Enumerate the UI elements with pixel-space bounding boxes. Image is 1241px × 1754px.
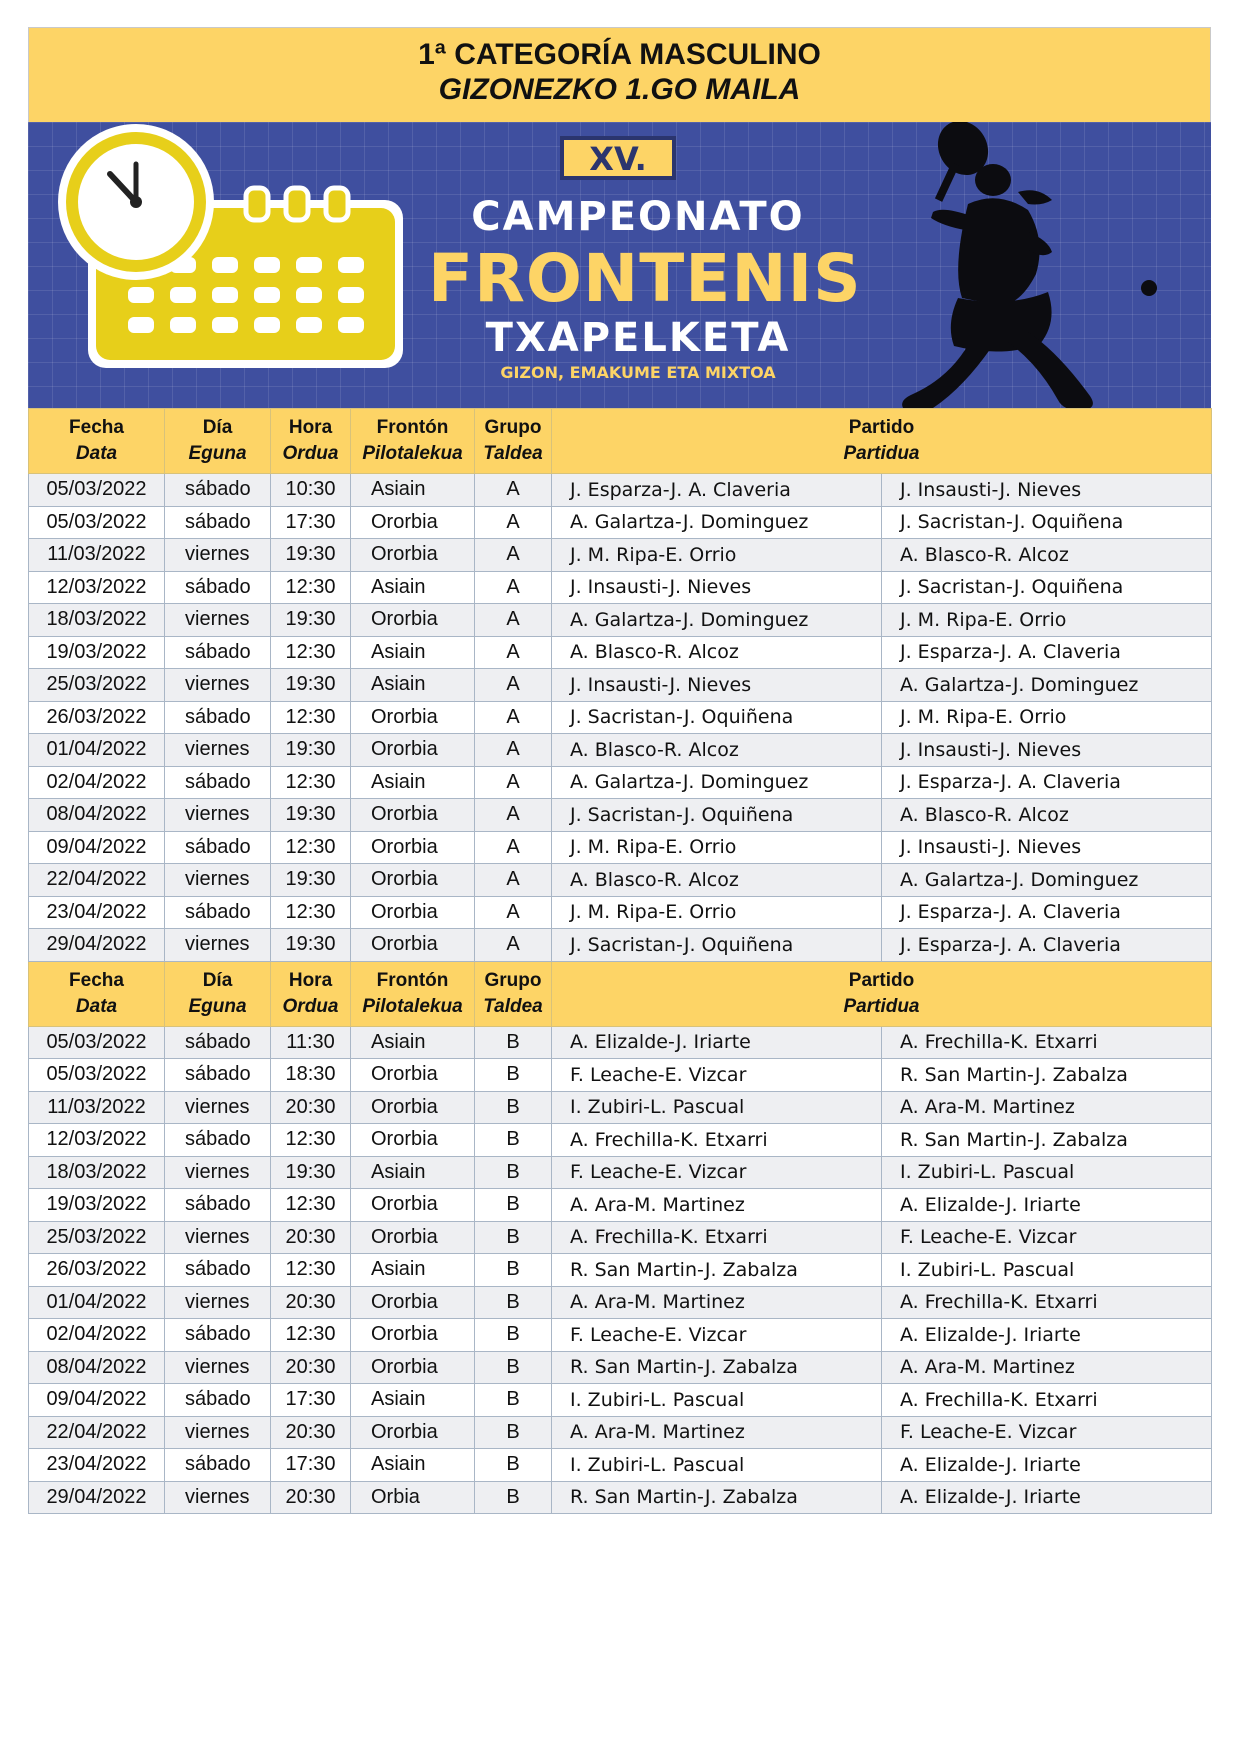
match-team-1: A. Blasco-R. Alcoz — [552, 734, 882, 767]
match-group: A — [475, 929, 552, 962]
match-date: 22/04/2022 — [29, 864, 165, 897]
col-grupo: Grupo Taldea — [475, 961, 552, 1026]
match-team-1: A. Galartza-J. Dominguez — [552, 604, 882, 637]
match-court: Ororbia — [351, 864, 475, 897]
match-team-1: A. Ara-M. Martinez — [552, 1286, 882, 1319]
match-date: 01/04/2022 — [29, 734, 165, 767]
match-time: 19:30 — [271, 669, 351, 702]
match-row — [29, 1189, 1212, 1222]
match-team-2: J. Sacristan-J. Oquiñena — [882, 571, 1212, 604]
match-row — [29, 1124, 1212, 1157]
frontenis-player-silhouette — [902, 122, 1157, 408]
schedule-sheet — [28, 27, 1211, 1514]
edition-badge: XV. — [560, 136, 676, 180]
match-team-2: A. Elizalde-J. Iriarte — [882, 1319, 1212, 1352]
match-court: Ororbia — [351, 539, 475, 572]
match-team-2: J. Esparza-J. A. Claveria — [882, 896, 1212, 929]
match-team-2: J. Esparza-J. A. Claveria — [882, 636, 1212, 669]
match-team-1: A. Elizalde-J. Iriarte — [552, 1026, 882, 1059]
match-group: A — [475, 669, 552, 702]
match-court: Ororbia — [351, 734, 475, 767]
match-team-1: J. M. Ripa-E. Orrio — [552, 539, 882, 572]
match-team-2: J. Insausti-J. Nieves — [882, 474, 1212, 507]
match-court: Ororbia — [351, 1091, 475, 1124]
match-court: Ororbia — [351, 1351, 475, 1384]
match-group: A — [475, 474, 552, 507]
col-fecha: Fecha Data — [29, 961, 165, 1026]
match-day: viernes — [165, 864, 271, 897]
match-time: 12:30 — [271, 1319, 351, 1352]
match-row — [29, 506, 1212, 539]
match-time: 20:30 — [271, 1481, 351, 1514]
match-day: viernes — [165, 1091, 271, 1124]
match-group: B — [475, 1384, 552, 1417]
match-row — [29, 766, 1212, 799]
match-row — [29, 604, 1212, 637]
match-time: 12:30 — [271, 701, 351, 734]
match-team-2: A. Elizalde-J. Iriarte — [882, 1449, 1212, 1482]
match-row — [29, 1449, 1212, 1482]
match-team-1: J. Sacristan-J. Oquiñena — [552, 799, 882, 832]
match-team-1: A. Ara-M. Martinez — [552, 1189, 882, 1222]
match-team-1: J. Insausti-J. Nieves — [552, 571, 882, 604]
match-time: 10:30 — [271, 474, 351, 507]
match-day: sábado — [165, 506, 271, 539]
match-day: viernes — [165, 1481, 271, 1514]
match-row — [29, 1059, 1212, 1092]
match-team-1: A. Frechilla-K. Etxarri — [552, 1124, 882, 1157]
match-team-2: J. Insausti-J. Nieves — [882, 831, 1212, 864]
match-team-2: J. Sacristan-J. Oquiñena — [882, 506, 1212, 539]
match-row — [29, 539, 1212, 572]
col-fronton: Frontón Pilotalekua — [351, 961, 475, 1026]
match-team-2: A. Frechilla-K. Etxarri — [882, 1286, 1212, 1319]
match-court: Asiain — [351, 1384, 475, 1417]
match-group: B — [475, 1351, 552, 1384]
match-team-2: F. Leache-E. Vizcar — [882, 1221, 1212, 1254]
group-a-section — [29, 409, 1212, 962]
match-time: 12:30 — [271, 896, 351, 929]
match-date: 09/04/2022 — [29, 1384, 165, 1417]
match-time: 12:30 — [271, 571, 351, 604]
match-time: 12:30 — [271, 1189, 351, 1222]
match-team-2: A. Galartza-J. Dominguez — [882, 669, 1212, 702]
match-day: viernes — [165, 539, 271, 572]
clock-icon — [58, 124, 214, 280]
match-date: 02/04/2022 — [29, 766, 165, 799]
match-row — [29, 1416, 1212, 1449]
col-hora: Hora Ordua — [271, 961, 351, 1026]
match-time: 20:30 — [271, 1351, 351, 1384]
match-court: Ororbia — [351, 701, 475, 734]
match-court: Ororbia — [351, 799, 475, 832]
match-date: 23/04/2022 — [29, 896, 165, 929]
match-group: B — [475, 1189, 552, 1222]
match-team-1: A. Galartza-J. Dominguez — [552, 506, 882, 539]
match-day: sábado — [165, 474, 271, 507]
match-day: sábado — [165, 701, 271, 734]
match-time: 20:30 — [271, 1091, 351, 1124]
match-group: B — [475, 1059, 552, 1092]
match-group: B — [475, 1286, 552, 1319]
match-row — [29, 1351, 1212, 1384]
match-row — [29, 1091, 1212, 1124]
match-row — [29, 701, 1212, 734]
match-time: 12:30 — [271, 766, 351, 799]
col-fronton: Frontón Pilotalekua — [351, 409, 475, 474]
match-team-2: I. Zubiri-L. Pascual — [882, 1156, 1212, 1189]
match-team-2: A. Galartza-J. Dominguez — [882, 864, 1212, 897]
match-group: B — [475, 1221, 552, 1254]
match-team-2: I. Zubiri-L. Pascual — [882, 1254, 1212, 1287]
col-fecha: Fecha Data — [29, 409, 165, 474]
match-time: 12:30 — [271, 1124, 351, 1157]
match-team-2: A. Blasco-R. Alcoz — [882, 799, 1212, 832]
match-date: 05/03/2022 — [29, 1059, 165, 1092]
category-subtitle: GIZONEZKO 1.GO MAILA — [438, 73, 801, 106]
col-dia: Día Eguna — [165, 961, 271, 1026]
match-day: sábado — [165, 571, 271, 604]
match-team-2: J. M. Ripa-E. Orrio — [882, 604, 1212, 637]
match-group: A — [475, 539, 552, 572]
match-team-1: A. Frechilla-K. Etxarri — [552, 1221, 882, 1254]
match-court: Asiain — [351, 669, 475, 702]
match-group: B — [475, 1091, 552, 1124]
match-day: viernes — [165, 1286, 271, 1319]
match-team-1: J. Sacristan-J. Oquiñena — [552, 929, 882, 962]
match-time: 12:30 — [271, 1254, 351, 1287]
match-time: 12:30 — [271, 831, 351, 864]
match-row — [29, 1221, 1212, 1254]
match-group: A — [475, 766, 552, 799]
match-day: sábado — [165, 1059, 271, 1092]
match-row — [29, 831, 1212, 864]
match-date: 23/04/2022 — [29, 1449, 165, 1482]
match-day: viernes — [165, 1221, 271, 1254]
schedule-table — [28, 408, 1212, 1514]
match-court: Asiain — [351, 1254, 475, 1287]
match-row — [29, 669, 1212, 702]
title-block — [28, 27, 1211, 122]
match-day: viernes — [165, 734, 271, 767]
group-b-section — [29, 961, 1212, 1514]
match-day: viernes — [165, 669, 271, 702]
match-team-2: J. Esparza-J. A. Claveria — [882, 766, 1212, 799]
match-day: sábado — [165, 1254, 271, 1287]
match-team-2: A. Blasco-R. Alcoz — [882, 539, 1212, 572]
match-team-2: F. Leache-E. Vizcar — [882, 1416, 1212, 1449]
match-court: Asiain — [351, 1156, 475, 1189]
match-team-1: J. Insausti-J. Nieves — [552, 669, 882, 702]
match-court: Ororbia — [351, 1124, 475, 1157]
match-group: B — [475, 1254, 552, 1287]
banner-line-frontenis: FRONTENIS — [428, 240, 862, 317]
match-time: 19:30 — [271, 799, 351, 832]
match-court: Asiain — [351, 1449, 475, 1482]
match-row — [29, 571, 1212, 604]
match-row — [29, 1026, 1212, 1059]
match-group: B — [475, 1319, 552, 1352]
match-day: sábado — [165, 766, 271, 799]
match-time: 19:30 — [271, 539, 351, 572]
match-date: 18/03/2022 — [29, 1156, 165, 1189]
match-court: Ororbia — [351, 506, 475, 539]
match-row — [29, 1286, 1212, 1319]
match-court: Asiain — [351, 766, 475, 799]
match-team-1: I. Zubiri-L. Pascual — [552, 1449, 882, 1482]
match-group: A — [475, 636, 552, 669]
match-date: 08/04/2022 — [29, 799, 165, 832]
match-day: viernes — [165, 929, 271, 962]
match-group: B — [475, 1416, 552, 1449]
match-team-2: J. M. Ripa-E. Orrio — [882, 701, 1212, 734]
match-date: 05/03/2022 — [29, 1026, 165, 1059]
match-day: sábado — [165, 1384, 271, 1417]
match-row — [29, 929, 1212, 962]
col-dia: Día Eguna — [165, 409, 271, 474]
match-group: A — [475, 799, 552, 832]
match-row — [29, 896, 1212, 929]
match-date: 22/04/2022 — [29, 1416, 165, 1449]
match-team-2: R. San Martin-J. Zabalza — [882, 1124, 1212, 1157]
match-date: 29/04/2022 — [29, 1481, 165, 1514]
match-court: Ororbia — [351, 1221, 475, 1254]
match-day: viernes — [165, 1156, 271, 1189]
match-court: Asiain — [351, 571, 475, 604]
match-date: 05/03/2022 — [29, 474, 165, 507]
match-date: 12/03/2022 — [29, 1124, 165, 1157]
banner-line-txapelketa: TXAPELKETA — [485, 315, 791, 361]
match-team-1: A. Ara-M. Martinez — [552, 1416, 882, 1449]
match-team-2: A. Elizalde-J. Iriarte — [882, 1481, 1212, 1514]
match-time: 20:30 — [271, 1416, 351, 1449]
match-date: 01/04/2022 — [29, 1286, 165, 1319]
match-time: 20:30 — [271, 1286, 351, 1319]
match-court: Ororbia — [351, 831, 475, 864]
match-team-1: A. Galartza-J. Dominguez — [552, 766, 882, 799]
match-team-2: A. Ara-M. Martinez — [882, 1091, 1212, 1124]
match-court: Ororbia — [351, 1189, 475, 1222]
match-team-1: J. Esparza-J. A. Claveria — [552, 474, 882, 507]
match-day: sábado — [165, 1319, 271, 1352]
match-date: 19/03/2022 — [29, 1189, 165, 1222]
match-date: 11/03/2022 — [29, 1091, 165, 1124]
match-row — [29, 799, 1212, 832]
match-team-2: A. Frechilla-K. Etxarri — [882, 1026, 1212, 1059]
match-team-1: R. San Martin-J. Zabalza — [552, 1351, 882, 1384]
match-group: A — [475, 831, 552, 864]
match-time: 19:30 — [271, 1156, 351, 1189]
match-team-1: A. Blasco-R. Alcoz — [552, 636, 882, 669]
match-day: viernes — [165, 1416, 271, 1449]
banner-line-categories: GIZON, EMAKUME ETA MIXTOA — [500, 363, 776, 382]
match-date: 19/03/2022 — [29, 636, 165, 669]
match-date: 29/04/2022 — [29, 929, 165, 962]
match-time: 19:30 — [271, 734, 351, 767]
match-row — [29, 1384, 1212, 1417]
match-team-2: J. Insausti-J. Nieves — [882, 734, 1212, 767]
match-court: Ororbia — [351, 604, 475, 637]
match-day: sábado — [165, 1189, 271, 1222]
match-time: 17:30 — [271, 506, 351, 539]
match-day: sábado — [165, 1124, 271, 1157]
col-partido: Partido Partidua — [552, 961, 1212, 1026]
match-date: 02/04/2022 — [29, 1319, 165, 1352]
match-group: B — [475, 1481, 552, 1514]
match-date: 12/03/2022 — [29, 571, 165, 604]
match-date: 25/03/2022 — [29, 669, 165, 702]
match-time: 17:30 — [271, 1384, 351, 1417]
match-team-2: A. Ara-M. Martinez — [882, 1351, 1212, 1384]
match-date: 26/03/2022 — [29, 1254, 165, 1287]
category-title: 1ª CATEGORÍA MASCULINO — [418, 38, 821, 71]
match-court: Asiain — [351, 474, 475, 507]
match-time: 19:30 — [271, 929, 351, 962]
match-court: Ororbia — [351, 896, 475, 929]
match-day: viernes — [165, 604, 271, 637]
match-day: viernes — [165, 1351, 271, 1384]
match-team-2: A. Frechilla-K. Etxarri — [882, 1384, 1212, 1417]
match-court: Ororbia — [351, 1416, 475, 1449]
match-court: Asiain — [351, 636, 475, 669]
match-team-1: F. Leache-E. Vizcar — [552, 1319, 882, 1352]
match-row — [29, 474, 1212, 507]
col-partido: Partido Partidua — [552, 409, 1212, 474]
match-court: Asiain — [351, 1026, 475, 1059]
match-group: A — [475, 604, 552, 637]
match-day: sábado — [165, 636, 271, 669]
group-a-header-row — [29, 409, 1212, 474]
match-row — [29, 734, 1212, 767]
match-team-2: A. Elizalde-J. Iriarte — [882, 1189, 1212, 1222]
match-team-2: J. Esparza-J. A. Claveria — [882, 929, 1212, 962]
match-row — [29, 1156, 1212, 1189]
match-team-1: J. M. Ripa-E. Orrio — [552, 896, 882, 929]
match-date: 18/03/2022 — [29, 604, 165, 637]
match-time: 12:30 — [271, 636, 351, 669]
match-team-1: R. San Martin-J. Zabalza — [552, 1481, 882, 1514]
match-row — [29, 1319, 1212, 1352]
match-team-2: R. San Martin-J. Zabalza — [882, 1059, 1212, 1092]
match-group: A — [475, 701, 552, 734]
col-grupo: Grupo Taldea — [475, 409, 552, 474]
match-team-1: F. Leache-E. Vizcar — [552, 1156, 882, 1189]
match-time: 17:30 — [271, 1449, 351, 1482]
match-team-1: F. Leache-E. Vizcar — [552, 1059, 882, 1092]
match-team-1: I. Zubiri-L. Pascual — [552, 1091, 882, 1124]
match-group: A — [475, 506, 552, 539]
match-day: sábado — [165, 1449, 271, 1482]
match-group: A — [475, 571, 552, 604]
match-team-1: J. Sacristan-J. Oquiñena — [552, 701, 882, 734]
match-time: 11:30 — [271, 1026, 351, 1059]
match-date: 08/04/2022 — [29, 1351, 165, 1384]
match-group: A — [475, 734, 552, 767]
match-day: sábado — [165, 896, 271, 929]
match-time: 19:30 — [271, 604, 351, 637]
match-day: sábado — [165, 831, 271, 864]
match-date: 26/03/2022 — [29, 701, 165, 734]
match-group: A — [475, 896, 552, 929]
match-group: B — [475, 1026, 552, 1059]
match-court: Ororbia — [351, 1286, 475, 1319]
match-row — [29, 1481, 1212, 1514]
match-court: Ororbia — [351, 1059, 475, 1092]
match-team-1: A. Blasco-R. Alcoz — [552, 864, 882, 897]
match-date: 05/03/2022 — [29, 506, 165, 539]
group-b-header-row — [29, 961, 1212, 1026]
match-group: A — [475, 864, 552, 897]
match-group: B — [475, 1124, 552, 1157]
match-time: 19:30 — [271, 864, 351, 897]
match-date: 25/03/2022 — [29, 1221, 165, 1254]
match-team-1: R. San Martin-J. Zabalza — [552, 1254, 882, 1287]
match-group: B — [475, 1449, 552, 1482]
banner-line-campeonato: CAMPEONATO — [471, 194, 805, 240]
match-day: viernes — [165, 799, 271, 832]
match-row — [29, 1254, 1212, 1287]
match-row — [29, 864, 1212, 897]
match-court: Orbia — [351, 1481, 475, 1514]
match-day: sábado — [165, 1026, 271, 1059]
match-date: 09/04/2022 — [29, 831, 165, 864]
match-row — [29, 636, 1212, 669]
match-team-1: I. Zubiri-L. Pascual — [552, 1384, 882, 1417]
match-date: 11/03/2022 — [29, 539, 165, 572]
match-time: 20:30 — [271, 1221, 351, 1254]
col-hora: Hora Ordua — [271, 409, 351, 474]
match-court: Ororbia — [351, 1319, 475, 1352]
match-team-1: J. M. Ripa-E. Orrio — [552, 831, 882, 864]
championship-banner — [28, 122, 1211, 408]
match-court: Ororbia — [351, 929, 475, 962]
match-group: B — [475, 1156, 552, 1189]
match-time: 18:30 — [271, 1059, 351, 1092]
